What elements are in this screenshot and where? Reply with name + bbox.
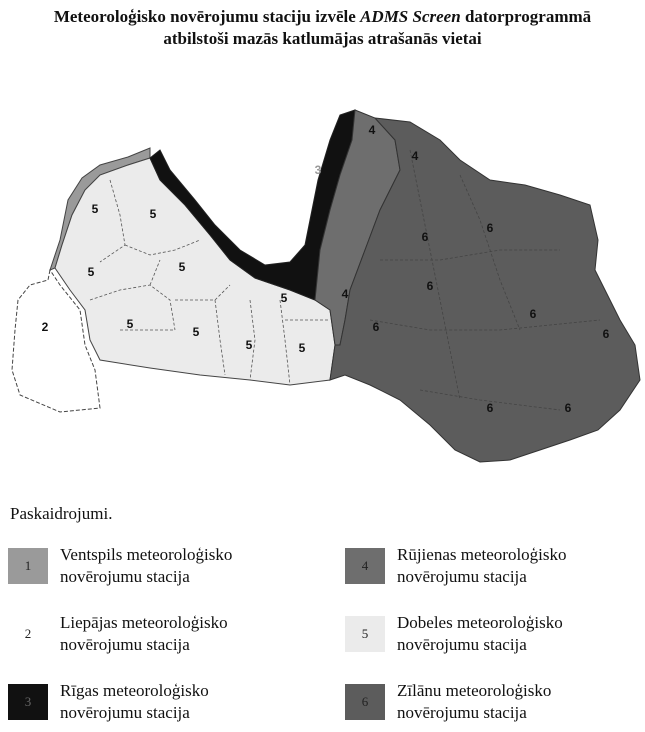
legend-label: Rūjienas meteoroloģisko [397,545,567,564]
swatch-rujiena: 4 [345,548,385,584]
legend-item-liepaja [8,612,298,658]
legend-item-riga [8,680,298,726]
label-zone-4c: 4 [341,287,349,301]
legend-sublabel: novērojumu stacija [60,703,190,722]
legend-label: Zīlānu meteoroloģisko [397,681,552,700]
label-zone-6g: 6 [486,401,494,415]
legend-label: Ventspils meteoroloģisko [60,545,233,564]
label-zone-6h: 6 [564,401,572,415]
legend-sublabel: novērojumu stacija [397,567,527,586]
label-zone-4b: 4 [411,149,419,163]
swatch-ventspils: 1 [8,548,48,584]
legend-item-zilani [345,680,635,726]
swatch-liepaja: 2 [24,626,32,641]
label-zone-6d: 6 [426,279,434,293]
label-zone-5b: 5 [149,207,157,221]
legend-item-dobele [345,612,635,658]
legend-sublabel: novērojumu stacija [397,703,527,722]
swatch-riga: 3 [8,684,48,720]
title-line-2: atbilstoši mazās katlumājas atrašanās vietai [163,29,482,48]
label-zone-6e: 6 [529,307,537,321]
label-zone-6f: 6 [602,327,610,341]
legend-sublabel: novērojumu stacija [397,635,527,654]
label-zone-5c: 5 [87,265,95,279]
swatch-zilani: 6 [345,684,385,720]
program-name: ADMS Screen [360,7,461,26]
legend-item-rujiena [345,544,635,590]
legend-sublabel: novērojumu stacija [60,635,190,654]
legend-label: Dobeles meteoroloģisko [397,613,563,632]
legend-label: Rīgas meteoroloģisko [60,681,209,700]
label-zone-4a: 4 [368,123,376,137]
latvia-station-map [0,100,645,480]
legend-heading: Paskaidrojumi. [10,504,113,523]
legend-label: Liepājas meteoroloģisko [60,613,228,632]
label-zone-6a: 6 [421,230,429,244]
label-zone-5d: 5 [178,260,186,274]
label-zone-6c: 6 [372,320,380,334]
legend-sublabel: novērojumu stacija [60,567,190,586]
label-zone-5g: 5 [245,338,253,352]
legend-item-ventspils [8,544,298,590]
page-title [0,6,645,50]
label-zone-5a: 5 [91,202,99,216]
label-zone-6b: 6 [486,221,494,235]
title-line-1: Meteoroloģisko novērojumu staciju izvēle ADMS Screen datorprogrammā [53,7,592,26]
label-zone-5i: 5 [298,341,306,355]
label-zone-5f: 5 [192,325,200,339]
label-zone-2: 2 [41,320,49,334]
swatch-dobele: 5 [345,616,385,652]
label-zone-5h: 5 [280,291,288,305]
label-zone-3: 3 [314,163,322,177]
label-zone-5e: 5 [126,317,134,331]
